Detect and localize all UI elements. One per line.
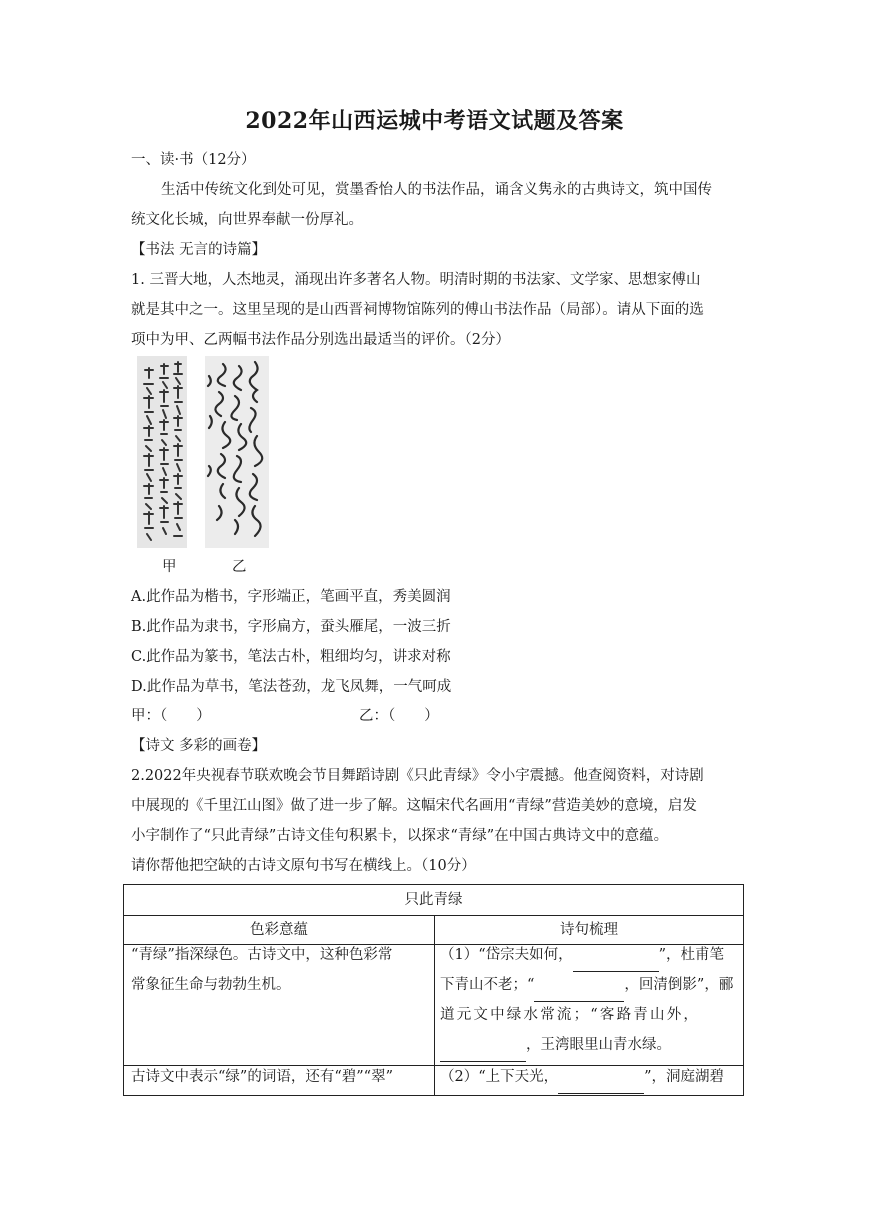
question-text-line: 小宇制作了“只此青绿”古诗文佳句积累卡，以探求“青绿”在中国古典诗文中的意蕴。 <box>131 828 669 844</box>
image-caption-yi: 乙 <box>232 559 247 575</box>
poem-text: 下青山不老；“ <box>440 977 535 993</box>
poem-text: ”，杜甫笔 <box>658 947 725 963</box>
table-cell-right-line: 道元文中绿水常流；“客路青山外， <box>440 1007 701 1023</box>
calligraphy-image-jia <box>137 356 187 548</box>
fill-blank[interactable] <box>440 1030 526 1062</box>
question-text-line: 项中为甲、乙两幅书法作品分别选出最适当的评价。（2分） <box>131 332 510 348</box>
intro-paragraph-line: 生活中传统文化到处可见，赏墨香怡人的书法作品，诵含义隽永的古典诗文，筑中国传 <box>161 182 712 198</box>
image-caption-jia: 甲 <box>162 559 177 575</box>
poem-text: ”，洞庭湖碧 <box>644 1069 725 1085</box>
question-text-line: 就是其中之一。这里呈现的是山西晋祠博物馆陈列的傅山书法作品（局部）。请从下面的选 <box>131 302 704 318</box>
fill-blank[interactable] <box>573 940 659 972</box>
table-cell-right-line <box>440 1030 671 1062</box>
intro-paragraph-line: 统文化长城，向世界奉献一份厚礼。 <box>131 212 363 228</box>
table-header-left: 色彩意蕴 <box>124 916 434 945</box>
table-column-divider <box>434 916 435 1096</box>
option-c: C.此作品为篆书，笔法古朴，粗细均匀，讲求对称 <box>131 649 451 665</box>
table-cell-left-line: 常象征生命与勃勃生机。 <box>131 977 291 993</box>
fill-blank[interactable] <box>534 970 624 1002</box>
answer-blank-jia[interactable]: 甲：（ ） <box>131 708 211 724</box>
question-text-line: 2.2022年央视春节联欢晚会节目舞蹈诗剧《只此青绿》令小宇震撼。他查阅资料，对诗剧 <box>131 768 704 784</box>
page-title: 2022年山西运城中考语文试题及答案 <box>245 108 624 134</box>
poem-text: ，王湾眼里山青水绿。 <box>526 1037 671 1053</box>
question-text-line: 请你帮他把空缺的古诗文原句书写在横线上。（10分） <box>131 858 476 874</box>
fill-blank[interactable] <box>558 1062 644 1094</box>
table-cell-right-line <box>440 1062 724 1094</box>
option-a: A.此作品为楷书，字形端正，笔画平直，秀美圆润 <box>131 589 451 605</box>
table-cell-left-line: “青绿”指深绿色。古诗文中，这种色彩常 <box>131 947 393 963</box>
option-d: D.此作品为草书，笔法苍劲，龙飞凤舞，一气呵成 <box>131 679 452 695</box>
calligraphy-image-yi <box>205 356 269 548</box>
subsection-heading: 【诗文 多彩的画卷】 <box>131 738 267 754</box>
option-b: B.此作品为隶书，字形扁方，蚕头雁尾，一波三折 <box>131 619 451 635</box>
poem-text: （2）“上下天光， <box>440 1069 559 1085</box>
table-title: 只此青绿 <box>124 885 743 916</box>
section-heading: 一、读·书（12分） <box>131 152 256 168</box>
poem-text: （1）“岱宗夫如何， <box>440 947 573 963</box>
question-text-line: 1. 三晋大地，人杰地灵，涌现出许多著名人物。明清时期的书法家、文学家、思想家傅山 <box>131 272 701 288</box>
table-cell-right-line <box>440 940 724 972</box>
poetry-table <box>123 884 744 1096</box>
table-cell-left-line: 古诗文中表示“绿”的词语，还有“碧”“翠” <box>131 1069 393 1085</box>
poem-text: ，回清倒影”，郦 <box>624 977 734 993</box>
answer-blank-yi[interactable]: 乙：（ ） <box>359 708 439 724</box>
table-cell-right-line <box>440 970 733 1002</box>
subsection-heading: 【书法 无言的诗篇】 <box>131 242 267 258</box>
question-text-line: 中展现的《千里江山图》做了进一步了解。这幅宋代名画用“青绿”营造美妙的意境，启发 <box>131 798 697 814</box>
table-header-right: 诗句梳理 <box>435 916 743 945</box>
